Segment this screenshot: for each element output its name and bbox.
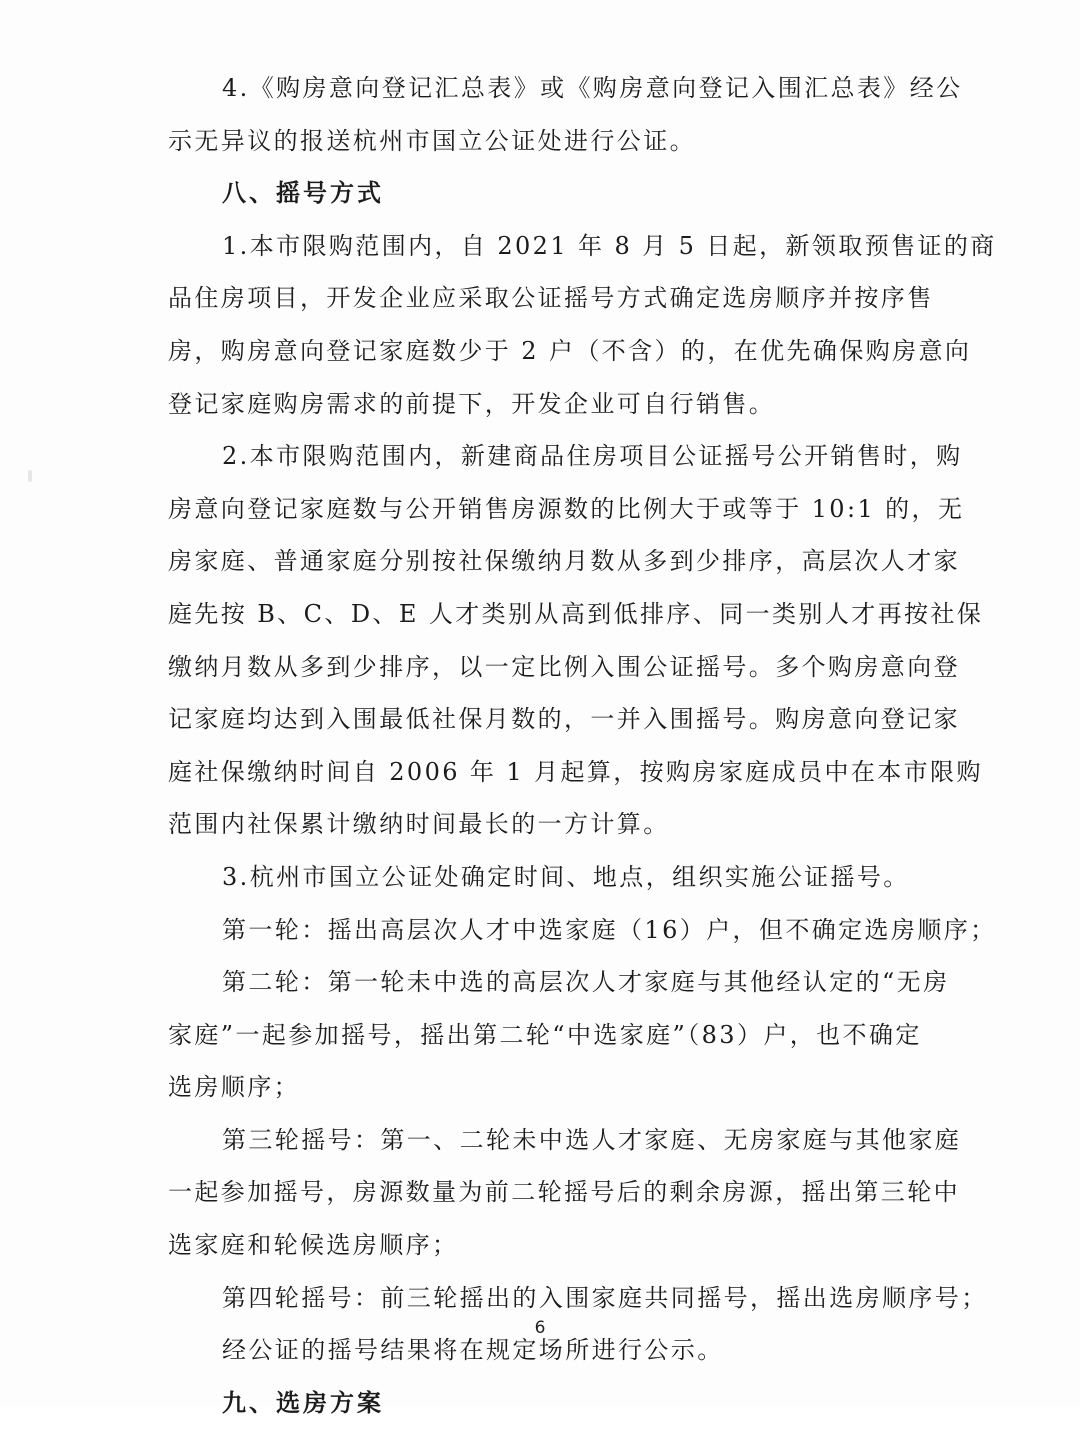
text-line: 第四轮摇号：前三轮摇出的入围家庭共同摇号，摇出选房顺序号； <box>222 1283 988 1312</box>
text-line: 第一轮：摇出高层次人才中选家庭（16）户，但不确定选房顺序； <box>222 915 997 944</box>
text-line: 经公证的摇号结果将在规定场所进行公示。 <box>222 1336 724 1365</box>
text-line: 3.杭州市国立公证处确定时间、地点，组织实施公证摇号。 <box>222 862 910 891</box>
text-line: 记家庭均达到入围最低社保月数的，一并入围摇号。购房意向登记家 <box>168 705 960 734</box>
page-number: 6 <box>534 1318 546 1338</box>
text-line: 一起参加摇号，房源数量为前二轮摇号后的剩余房源，摇出第三轮中 <box>168 1178 960 1207</box>
document-body <box>168 62 997 1429</box>
text-line: 品住房项目，开发企业应采取公证摇号方式确定选房顺序并按序售 <box>168 284 934 313</box>
text-line: 第三轮摇号：第一、二轮未中选人才家庭、无房家庭与其他家庭 <box>222 1125 962 1154</box>
text-line: 4.《购房意向登记汇总表》或《购房意向登记入围汇总表》经公 <box>222 74 963 102</box>
text-line: 庭先按 B、C、D、E 人才类别从高到低排序、同一类别人才再按社保 <box>168 599 984 628</box>
text-line: 选房顺序； <box>168 1073 300 1102</box>
text-line: 家庭”一起参加摇号，摇出第二轮“中选家庭”（83）户，也不确定 <box>168 1020 922 1049</box>
text-line: 第二轮：第一轮未中选的高层次人才家庭与其他经认定的“无房 <box>222 968 950 997</box>
text-line: 2.本市限购范围内，新建商品住房项目公证摇号公开销售时，购 <box>222 442 963 471</box>
text-line: 范围内社保累计缴纳时间最长的一方计算。 <box>168 810 670 839</box>
text-line: 选家庭和轮候选房顺序； <box>168 1231 459 1260</box>
text-line: 房意向登记家庭数与公开销售房源数的比例大于或等于 10:1 的，无 <box>168 494 965 523</box>
text-line: 登记家庭购房需求的前提下，开发企业可自行销售。 <box>168 389 776 418</box>
section-heading: 九、选房方案 <box>222 1387 384 1417</box>
text-line: 缴纳月数从多到少排序，以一定比例入围公证摇号。多个购房意向登 <box>168 652 960 681</box>
text-line: 房，购房意向登记家庭数少于 2 户（不含）的，在优先确保购房意向 <box>168 336 972 365</box>
text-line: 示无异议的报送杭州市国立公证处进行公证。 <box>168 126 696 155</box>
text-line: 1.本市限购范围内，自 2021 年 8 月 5 日起，新领取预售证的商 <box>222 231 997 260</box>
scan-artifact <box>28 470 32 482</box>
section-heading: 八、摇号方式 <box>222 178 384 208</box>
text-line: 庭社保缴纳时间自 2006 年 1 月起算，按购房家庭成员中在本市限购 <box>168 757 983 786</box>
text-line: 房家庭、普通家庭分别按社保缴纳月数从多到少排序，高层次人才家 <box>168 547 960 576</box>
